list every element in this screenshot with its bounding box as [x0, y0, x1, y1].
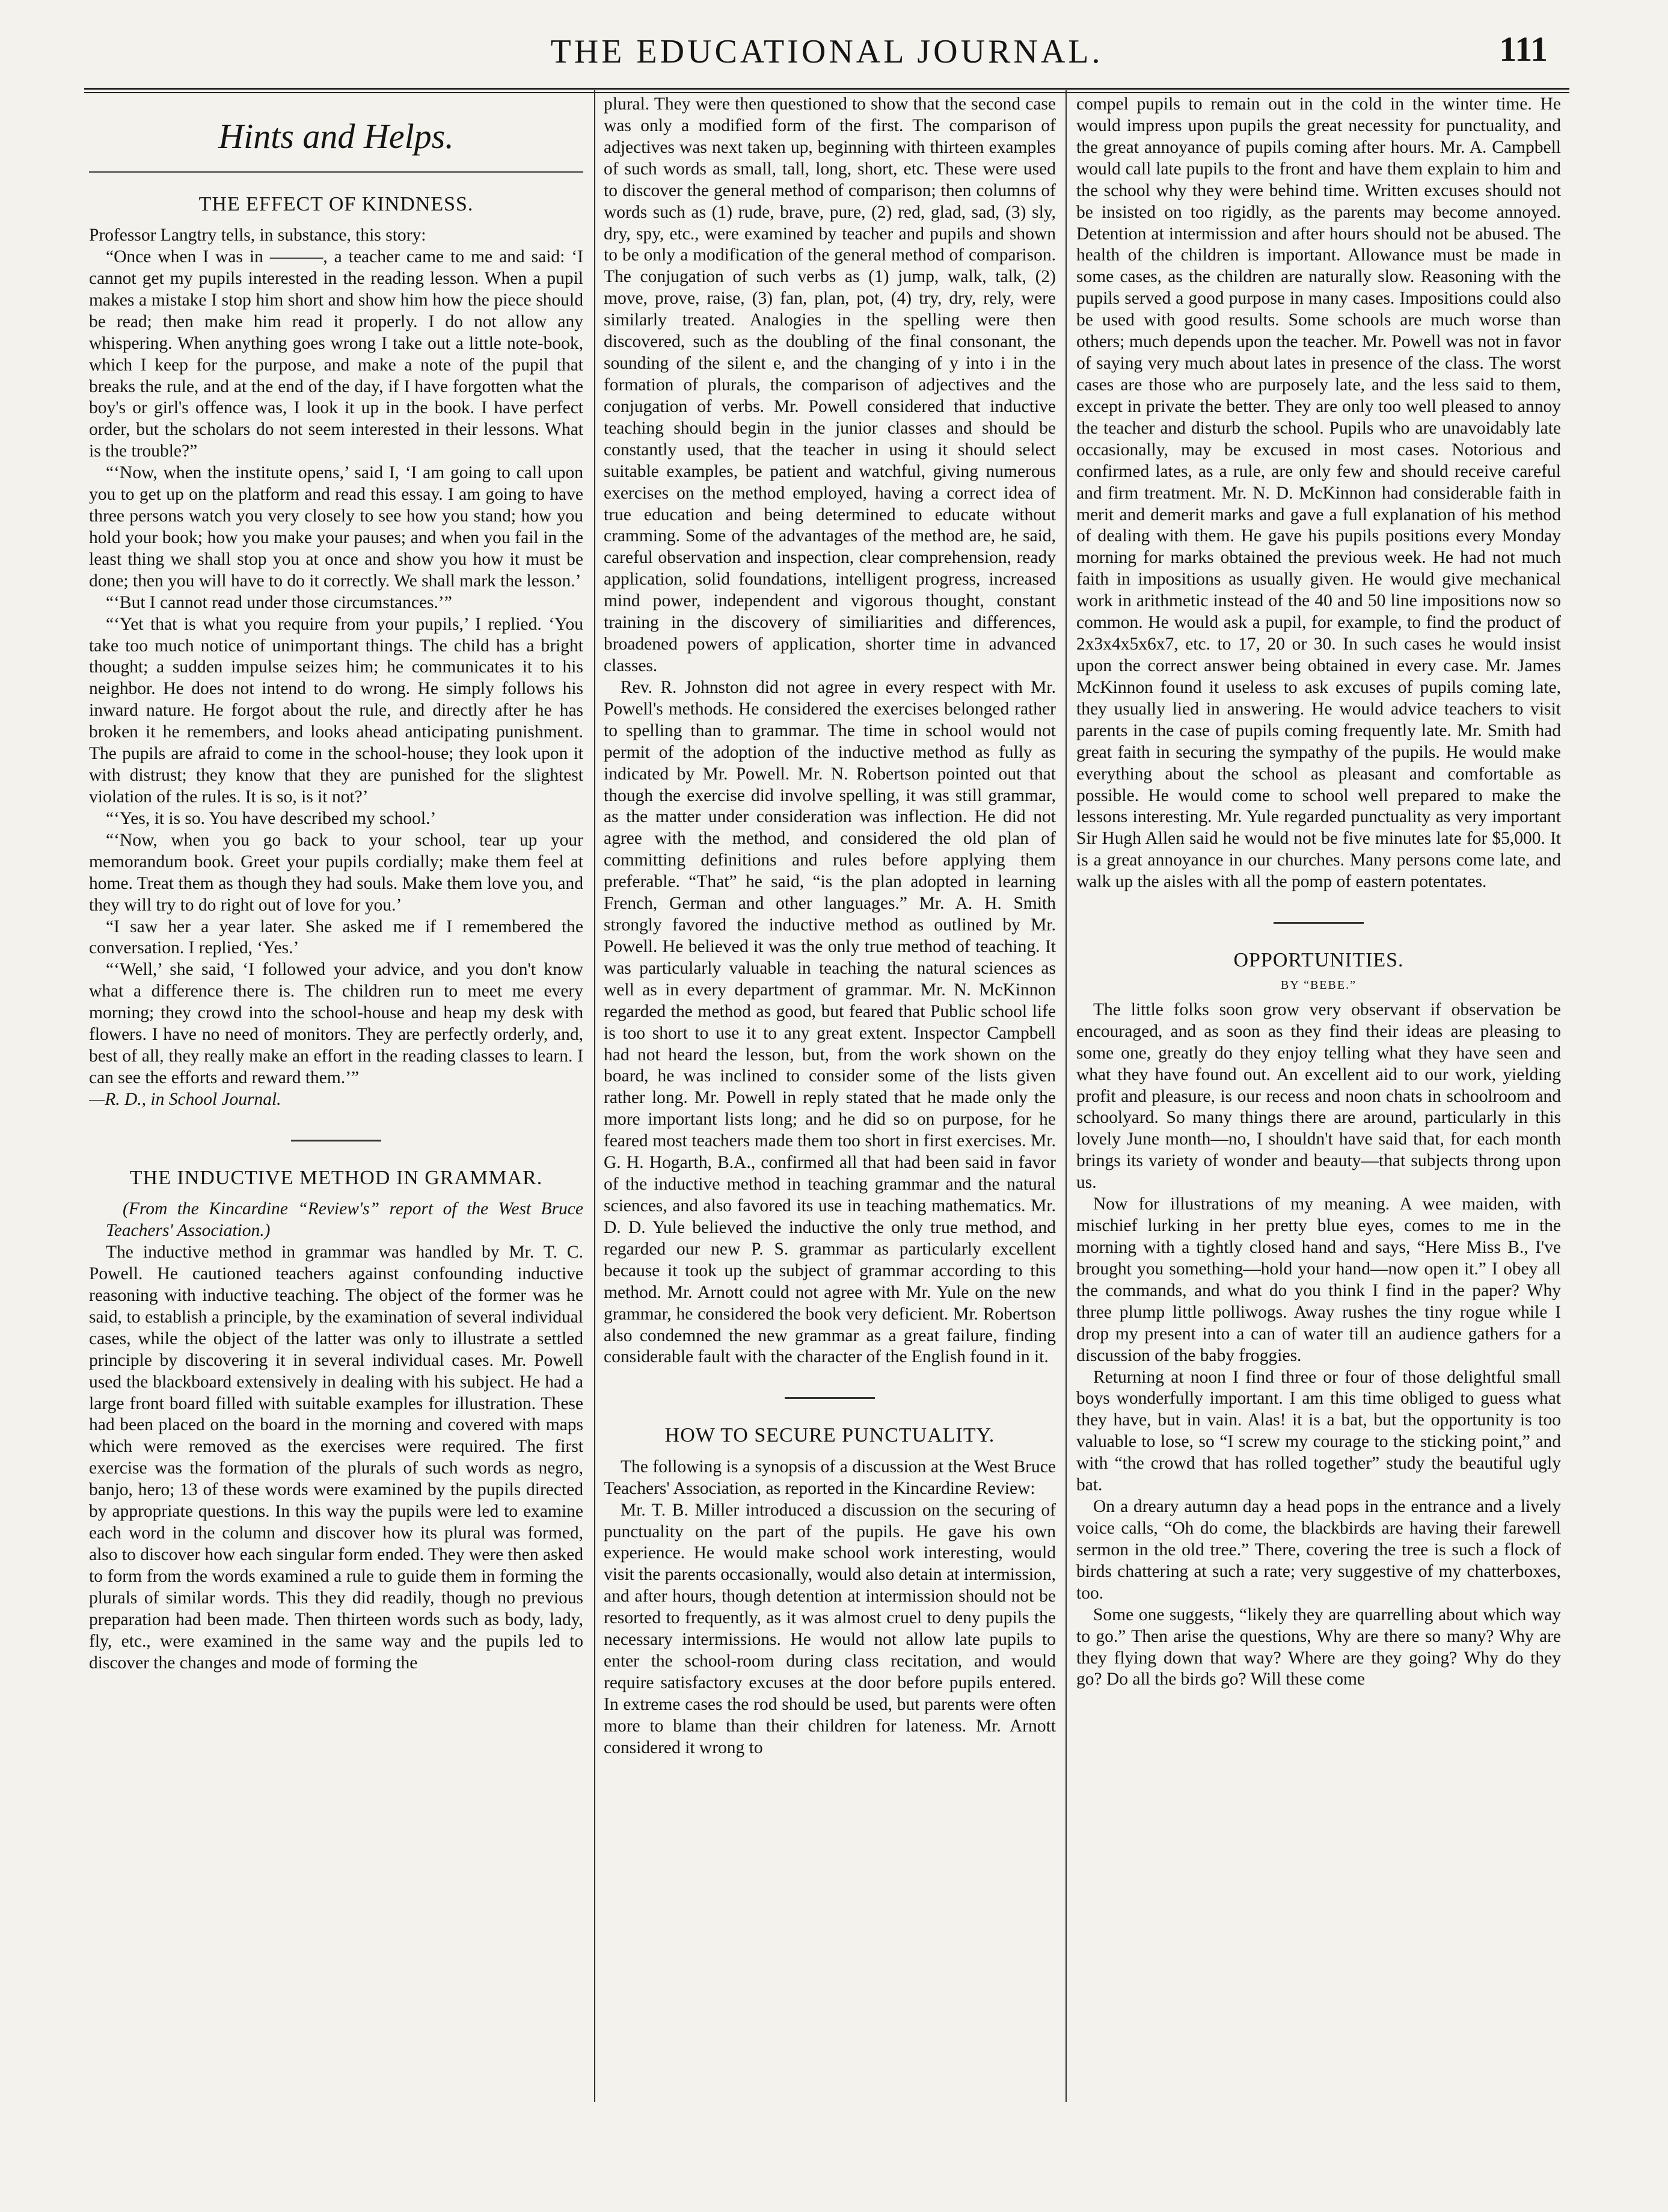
column-divider-1: [594, 90, 595, 2102]
page-header: [84, 24, 1569, 84]
opportunities-paragraph: Some one suggests, “likely they are quarrelling about which way to go.” Then arise the questions, Why are there so many? Why are they flying down that way? Where are they going? Why do they go? Do all the birds go? Will these come: [1076, 1605, 1561, 1689]
journal-title: THE EDUCATIONAL JOURNAL.: [550, 33, 1103, 70]
opportunities-paragraph: Returning at noon I find three or four of those delightful small boys wonderfully important. I am this time obliged to guess what they have, but in vain. Alas! it is a bat, but the opportunity is too valuable to lose, so “I screw my courage to the sticking point,” and with “the crowd that has rolled together” study the beautiful ugly bat.: [1076, 1367, 1561, 1495]
opportunities-paragraph: On a dreary autumn day a head pops in the entrance and a lively voice calls, “Oh do come, the blackbirds are having their farewell sermon in the old tree.” There, covering the tree is such a flock of birds chattering at such a rate; very suggestive of my chatterboxes, too.: [1076, 1497, 1561, 1603]
kindness-paragraph: “‘Now, when the institute opens,’ said I, ‘I am going to call upon you to get up on the platform and read this essay. I am going to have three persons watch you very closely to see how you stand; how you hold your book; how you make your pauses; and when you fail in the least thing we shall stop you at once and show you how it must be done; then you will have to do it correctly. We shall mark the lesson.’: [89, 463, 583, 591]
inductive-continued-paragraph: Rev. R. Johnston did not agree in every respect with Mr. Powell's methods. He considered the exercises belonged rather to spelling than to grammar. The time in school would not permit of the adoption of the inductive method as fully as indicated by Mr. Powell. Mr. N. Robertson pointed out that though the exercise did involve spelling, it was still grammar, as the matter under consideration was inflection. He did not agree with the method, and considered the old plan of committing definitions and rules before applying them preferable. “That” he said, “is the plan adopted in learning French, German and other languages.” Mr. A. H. Smith strongly favored the inductive method as outlined by Mr. Powell. He believed it was the only true method of teaching. It was particularly valuable in teaching the natural sciences as well as in every department of grammar. Mr. N. McKinnon regarded the method as good, but feared that Public school life is too short to use it to any great extent. Inspector Campbell had not heard the lesson, but, from the work shown on the board, he was inclined to consider some of the lists given rather long. Mr. Powell in reply stated that he made only the more important lists long; and he did so on purpose, for he feared most teachers made them too short in first exercises. Mr. G. H. Hogarth, B.A., confirmed all that had been said in favor of the inductive method in teaching grammar and the natural sciences, and also favored its use in teaching mathematics. Mr. D. D. Yule believed the inductive the only true method, and regarded our new P. S. grammar as particularly excellent because it took up the subject of grammar according to this method. Mr. Arnott could not agree with Mr. Yule on the new grammar, he considered the book very deficient. Mr. Robertson also condemned the new grammar as a great failure, finding considerable fault with the character of the English found in it.: [604, 677, 1056, 1367]
opportunities-byline: BY “BEBE.”: [1281, 978, 1357, 992]
header-rule-top: [84, 88, 1569, 90]
page-number: 111: [1499, 29, 1548, 69]
section-separator: [785, 1397, 875, 1399]
kindness-paragraph: “‘Now, when you go back to your school, tear up your memorandum book. Greet your pupils cordially; make them feel at home. Treat them as though they had souls. Make them love you, and they will try to do right out of love for you.’: [89, 830, 583, 915]
title-rule: [89, 171, 583, 173]
inductive-continued-paragraph: plural. They were then questioned to show that the second case was only a modified form of the first. The comparison of adjectives was next taken up, beginning with thirteen examples of such words as small, tall, long, short, etc. These were used to discover the general method of comparison; then columns of words such as (1) rude, brave, pure, (2) red, glad, sad, (3) sly, dry, spy, etc., were examined by teacher and pupils and shown to be only a modification of the general method of comparison. The conjugation of such verbs as (1) jump, walk, talk, (2) move, prove, raise, (3) fan, plan, pot, (4) try, dry, rely, were similarly treated. Analogies in the spelling were then discovered, such as the doubling of the final consonant, the sounding of the silent e, and the changing of y into i in the formation of plurals, the comparison of adjectives and the conjugation of verbs. Mr. Powell considered that inductive teaching should begin in the junior classes and should be constantly used, that the teacher in using it should select suitable examples, be patient and watchful, giving numerous exercises on the method employed, having a correct idea of true education and being determined to educate without cramming. Some of the advantages of the method are, he said, careful observation and inspection, clear comprehension, ready application, solid foundations, intelligent progress, increased mind power, independent and vigorous thought, constant training in the discovery of similiarities and differences, broadened powers of application, shorter time in advanced classes.: [604, 94, 1056, 675]
punctuality-paragraph: Mr. T. B. Miller introduced a discussion on the securing of punctuality on the part of the pupils. He gave his own experience. He would make school work interesting, would visit the parents occasionally, would also detain at intermission, and after hours, though detention at intermission should not be resorted to frequently, as it was almost cruel to deny pupils the necessary intermissions. He would not allow late pupils to enter the school-room during class recitation, and would require satisfactory excuses at the door before pupils entered. In extreme cases the rod should be used, but parents were often more to blame than their children for lateness. Mr. Arnott considered it wrong to: [604, 1500, 1056, 1757]
kindness-paragraph: Professor Langtry tells, in substance, this story:: [89, 226, 426, 245]
column-1: [89, 94, 583, 2097]
header-rule-bottom: [84, 92, 1569, 93]
section-separator: [291, 1140, 381, 1141]
kindness-paragraph: “‘Yet that is what you require from your pupils,’ I replied. ‘You take too much notice of unimportant things. The child has a bright thought; a sudden impulse seizes him; he communicates it to his neighbor. He does not intend to do wrong. He simply follows his inward nature. He forgot about the rule, and directly after he has broken it he remembers, and looks ahead anticipating punishment. The pupils are afraid to come in the school-house; they look upon it with distrust; they know that they are punished for the slightest violation of the rules. It is so, is it not?’: [89, 614, 583, 807]
inductive-paragraph: The inductive method in grammar was handled by Mr. T. C. Powell. He cautioned teachers against confounding inductive reasoning with inductive teaching. The object of the former was he said, to establish a principle, by the examination of several individual cases, while the object of the latter was only to illustrate a settled principle by discovering it in several individual cases. Mr. Powell used the blackboard extensively in dealing with his subject. He had a large front board filled with suitable examples for illustration. These had been placed on the board in the morning and covered with maps which were removed as the exercises were required. The first exercise was the formation of the plurals of such words as negro, banjo, hero; 13 of these words were examined by the pupils directed by appropriate questions. In this way the pupils were led to examine each word in the column and discover how its plural was formed, also to discover how each singular form ended. They were then asked to form from the words examined a rule to guide them in forming the plurals of similar words. This they did readily, though no previous preparation had been made. Then thirteen words such as body, lady, fly, etc., were examined in the same way and the pupils led to discover the changes and mode of forming the: [89, 1243, 583, 1673]
opportunities-heading: OPPORTUNITIES.: [1233, 949, 1404, 972]
kindness-paragraph: “Once when I was in ———, a teacher came to me and said: ‘I cannot get my pupils interested in the reading lesson. When a pupil makes a mistake I stop him short and show him how the piece should be read; then make him read it properly. I do not allow any whispering. When anything goes wrong I take out a little note-book, which I keep for the purpose, and make a note of the pupil that breaks the rule, and at the end of the day, if I have forgotten what the boy's or girl's offence was, I look it up in the book. I have perfect order, but the scholars do not seem interested in their lessons. What is the trouble?”: [89, 247, 583, 461]
column-divider-2: [1065, 90, 1067, 2102]
punctuality-heading: HOW TO SECURE PUNCTUALITY.: [664, 1424, 995, 1447]
section-separator: [1274, 922, 1364, 924]
opportunities-paragraph: The little folks soon grow very observant if observation be encouraged, and as soon as they find their ideas are pleasing to some one, greatly do they enjoy telling what they have seen and what they have found out. An excellent aid to our work, yielding profit and pleasure, is our recess and noon chats in schoolroom and schoolyard. So many things there are around, particularly in this lovely June month—no, I shouldn't have said that, for each month brings its variety of wonder and beauty—that subjects throng upon us.: [1076, 1000, 1561, 1193]
section-title: Hints and Helps.: [218, 117, 454, 156]
kindness-paragraph: “I saw her a year later. She asked me if I remembered the conversation. I replied, ‘Yes.’: [89, 917, 583, 958]
kindness-paragraph: “‘But I cannot read under those circumstances.’”: [106, 592, 452, 612]
inductive-source: (From the Kincardine “Review's” report of the West Bruce Teachers' Association.): [106, 1199, 583, 1241]
kindness-heading: THE EFFECT OF KINDNESS.: [198, 192, 474, 215]
kindness-paragraph: “‘Well,’ she said, ‘I followed your advice, and you don't know what a difference there is. The children run to meet me every morning; they crowd into the school-house and heap my desk with flowers. I have no need of monitors. They are perfectly orderly, and, best of all, they really make an effort in the reading classes to learn. I can see the efforts and reward them.’”: [89, 960, 583, 1087]
column-3: [1076, 94, 1561, 2097]
inductive-heading: THE INDUCTIVE METHOD IN GRAMMAR.: [129, 1166, 543, 1189]
punctuality-paragraph: The following is a synopsis of a discussion at the West Bruce Teachers' Association, as reported in the Kincardine Review:: [604, 1457, 1056, 1498]
column-2: [604, 94, 1056, 2097]
kindness-signature: —R. D., in School Journal.: [89, 1089, 281, 1109]
kindness-paragraph: “‘Yes, it is so. You have described my school.’: [106, 808, 437, 828]
punctuality-continued-paragraph: compel pupils to remain out in the cold in the winter time. He would impress upon pupils the great necessity for punctuality, and the great annoyance of pupils coming after hours. Mr. A. Campbell would call late pupils to the front and have them explain to him and the school why they were behind time. Written excuses should not be insisted on too rigidly, as the parents may become annoyed. Detention at intermission and after hours should not be abused. The health of the children is important. Allowance must be made in some cases, as the children are naturally slow. Reasoning with the pupils served a good purpose in many cases. Impositions could also be used with good results. Some schools are much worse than others; much depends upon the teacher. Mr. Powell was not in favor of saying very much about lates in presence of the class. The worst cases are those who are purposely late, and the less said to them, except in private the better. They are only too well pleased to annoy the teacher and disturb the school. Pupils who are unavoidably late occasionally, may be excused in most cases. Notorious and confirmed lates, as a rule, are only few and should receive careful and firm treatment. Mr. N. D. McKinnon had considerable faith in merit and demerit marks and gave a full explanation of his method of dealing with them. He gave his pupils positions every Monday morning for marks obtained the previous week. He had not much faith in impositions as usually given. He would give mechanical work in arithmetic instead of the 40 and 50 line impositions now so common. He would ask a pupil, for example, to find the product of 2x3x4x5x6x7, etc. to 17, 20 or 30. In such cases he would insist upon the correct answer being obtained in every case. Mr. James McKinnon found it useless to ask excuses of pupils coming late, they usually lied in answering. He would advice teachers to visit parents in the case of pupils coming frequently late. Mr. Smith had great faith in securing the sympathy of the pupils. He would make everything about the school as pleasant and comfortable as possible. He would come to school well prepared to make the lessons interesting. Mr. Yule regarded punctuality as very important Sir Hugh Allen said he would not be five minutes late for $5,000. It is a great annoyance in our churches. Many persons come late, and walk up the aisles with all the pomp of eastern potentates.: [1076, 94, 1561, 892]
opportunities-paragraph: Now for illustrations of my meaning. A wee maiden, with mischief lurking in her pretty blue eyes, comes to me in the morning with a tightly closed hand and says, “Here Miss B., I've brought you something—hold your hand—now open it.” I obey all the commands, and what do you think I find in the paper? Why three plump little polliwogs. Away rushes the tiny rogue while I drop my present into a can of water till an audience gathers for a discussion of the baby froggies.: [1076, 1194, 1561, 1365]
